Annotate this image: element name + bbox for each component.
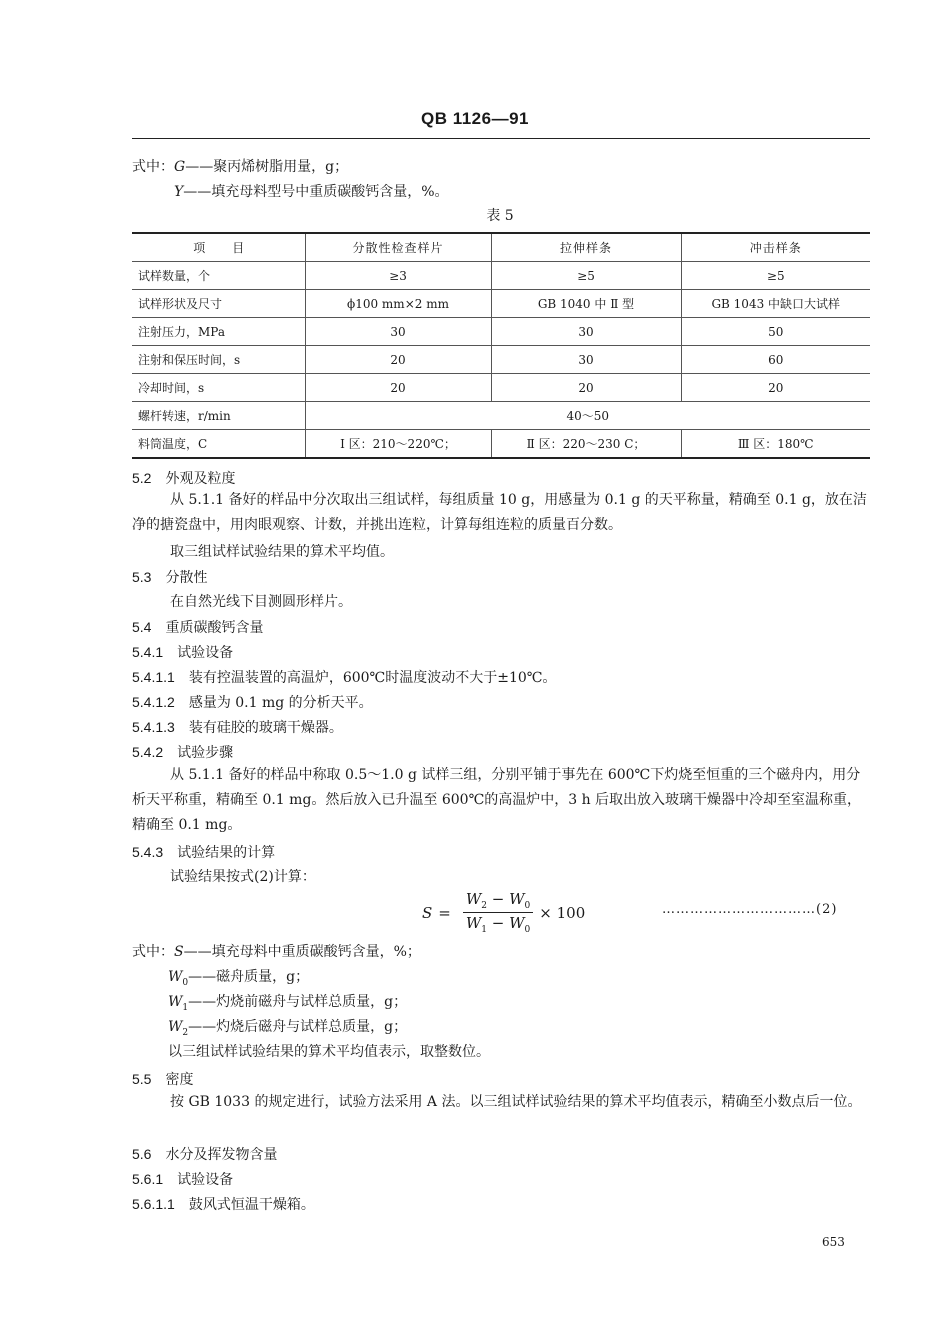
row-label: 试样数量，个 (132, 262, 305, 290)
var-w: W (465, 890, 482, 908)
minus: − (487, 914, 510, 932)
formula-numerator (463, 890, 533, 913)
section-5-2-paragraph-1: 从 5.1.1 备好的样品中分次取出三组试样，每组质量 10 g，用感量为 0.1 g 的天平称量，精确至 0.1 g，放在洁净的搪瓷盘中，用肉眼观察、计数，并挑出连粒，计算每组连粒的质量百分数。 (132, 492, 867, 533)
section-title: 装有硅胶的玻璃干燥器。 (188, 720, 343, 736)
section-number: 5.4.1 (132, 644, 164, 660)
table-cell: Ⅲ 区：180℃ (681, 430, 870, 459)
symbol-w: W (168, 969, 183, 985)
where-text: ——填充母料中重质碳酸钙含量，%； (183, 944, 421, 960)
table-cell: 30 (491, 318, 681, 346)
sub: 0 (182, 977, 189, 988)
formula-times: × 100 (539, 903, 586, 922)
table-cell: 60 (681, 346, 870, 374)
section-number: 5.5 (132, 1071, 152, 1087)
table-cell: ≥5 (681, 262, 870, 290)
sub: 0 (524, 901, 531, 911)
section-5-4-2-heading (132, 743, 233, 762)
sub: 2 (481, 901, 488, 911)
where-line-w2 (168, 1018, 407, 1042)
row-label: 注射压力，MPa (132, 318, 305, 346)
section-5-4-1-heading (132, 643, 233, 662)
section-5-4-1-1 (132, 668, 556, 687)
where-text: ——磁舟质量，g； (188, 969, 310, 985)
where-line-w1 (168, 993, 407, 1017)
table-cell: ϕ100 mm×2 mm (305, 290, 491, 318)
section-5-3-heading (132, 568, 207, 587)
section-number: 5.4.1.1 (132, 669, 175, 685)
section-5-6-1-heading (132, 1170, 233, 1189)
sub: 1 (481, 925, 488, 935)
where-text: ——填充母料型号中重质碳酸钙含量，%。 (183, 184, 449, 200)
symbol-s: S (174, 944, 184, 960)
symbol-w: W (168, 994, 183, 1010)
table-cell: Ⅱ 区：220～230 C； (491, 430, 681, 459)
symbol-w: W (168, 1019, 183, 1035)
section-title: 密度 (165, 1072, 194, 1088)
table-cell: Ⅰ 区：210～220℃； (305, 430, 491, 459)
header-cell: 项 目 (132, 233, 305, 262)
table-row (132, 346, 870, 374)
where-text: ——灼烧前磁舟与试样总质量，g； (188, 994, 408, 1010)
table-cell: GB 1043 中缺口大试样 (681, 290, 870, 318)
section-number: 5.4.1.3 (132, 719, 175, 735)
section-5-5-heading (132, 1070, 193, 1089)
table-row (132, 290, 870, 318)
table-cell: 20 (305, 346, 491, 374)
table-5 (132, 232, 870, 459)
equation-number: ……………………………(2) (662, 902, 838, 917)
formula-denominator (463, 913, 533, 935)
section-number: 5.3 (132, 569, 152, 585)
section-number: 5.4.1.2 (132, 694, 175, 710)
sub: 1 (182, 1002, 189, 1013)
table-cell: 20 (681, 374, 870, 402)
section-number: 5.6 (132, 1146, 152, 1162)
minus: − (487, 890, 510, 908)
table-row (132, 430, 870, 459)
table-cell: 20 (491, 374, 681, 402)
table-cell: 30 (305, 318, 491, 346)
standard-code: QB 1126—91 (420, 109, 529, 128)
section-5-4-heading (132, 618, 263, 637)
table-cell: 30 (491, 346, 681, 374)
section-title: 鼓风式恒温干燥箱。 (188, 1197, 315, 1213)
where-line-s (132, 943, 421, 961)
formula-2 (422, 890, 585, 935)
section-title: 分散性 (165, 570, 208, 586)
where-prefix: 式中： (132, 944, 174, 960)
section-title: 试验设备 (177, 1172, 234, 1188)
formula-lhs: S (422, 903, 433, 922)
table-row (132, 262, 870, 290)
table-cell: 50 (681, 318, 870, 346)
section-5-4-1-3 (132, 718, 343, 737)
header-cell: 分散性检查样片 (305, 233, 491, 262)
section-number: 5.4.2 (132, 744, 164, 760)
symbol-y: Y (174, 184, 184, 200)
section-5-4-1-2 (132, 693, 373, 712)
section-5-6-heading (132, 1145, 277, 1164)
table-cell: ≥3 (305, 262, 491, 290)
section-5-5-paragraph: 按 GB 1033 的规定进行，试验方法采用 A 法。以三组试样试验结果的算术平均值表示，精确至小数点后一位。 (170, 1094, 862, 1110)
section-5-6-1-1 (132, 1195, 315, 1214)
section-5-3-paragraph: 在自然光线下目测圆形样片。 (170, 594, 352, 610)
where-line-y (174, 183, 449, 201)
section-number: 5.6.1 (132, 1171, 164, 1187)
section-5-4-2-paragraph: 从 5.1.1 备好的样品中称取 0.5～1.0 g 试样三组，分别平铺于事先在 600℃下灼烧至恒重的三个磁舟内，用分析天平称重，精确至 0.1 mg。然后放入已升温至 600℃的高温炉中，3 h 后取出放入玻璃干燥器中冷却至室温称重，精确至 0.1 mg。 (132, 767, 862, 833)
row-label: 注射和保压时间，s (132, 346, 305, 374)
formula-equals: = (438, 903, 451, 922)
section-number: 5.4 (132, 619, 152, 635)
header-cell: 拉伸样条 (491, 233, 681, 262)
table-cell-merged: 40～50 (305, 402, 870, 430)
table-cell: GB 1040 中 Ⅱ 型 (491, 290, 681, 318)
table-cell: 20 (305, 374, 491, 402)
var-w: W (509, 890, 525, 908)
where-text: ——聚丙烯树脂用量，g； (185, 159, 349, 175)
row-label: 螺杆转速，r/min (132, 402, 305, 430)
row-label: 试样形状及尺寸 (132, 290, 305, 318)
table-row (132, 402, 870, 430)
row-label: 料筒温度，C (132, 430, 305, 459)
sub: 0 (524, 925, 531, 935)
header-cell: 冲击样条 (681, 233, 870, 262)
header-rule (132, 138, 870, 139)
section-5-2-heading (132, 469, 235, 488)
where-line-w0 (168, 968, 309, 992)
where-prefix: 式中： (132, 159, 174, 175)
row-label: 冷却时间，s (132, 374, 305, 402)
sub: 2 (182, 1027, 189, 1038)
table-row (132, 374, 870, 402)
table-cell: ≥5 (491, 262, 681, 290)
page-number: 653 (822, 1235, 845, 1249)
table-caption: 表 5 (486, 208, 514, 224)
section-title: 试验结果的计算 (177, 845, 276, 861)
section-title: 装有控温装置的高温炉，600℃时温度波动不大于±10℃。 (188, 670, 557, 686)
table-row (132, 318, 870, 346)
section-title: 重质碳酸钙含量 (165, 620, 264, 636)
section-title: 外观及粒度 (165, 471, 236, 487)
section-5-2-paragraph-2: 取三组试样试验结果的算术平均值。 (170, 544, 394, 560)
section-5-4-3-heading (132, 843, 275, 862)
section-5-4-3-intro: 试验结果按式(2)计算： (170, 869, 316, 885)
formula-fraction (463, 890, 533, 935)
var-w: W (509, 914, 525, 932)
section-title: 试验步骤 (177, 745, 234, 761)
where-text: ——灼烧后磁舟与试样总质量，g； (188, 1019, 408, 1035)
section-title: 试验设备 (177, 645, 234, 661)
section-title: 水分及挥发物含量 (165, 1147, 278, 1163)
symbol-g: G (174, 159, 186, 175)
where-line-g (132, 158, 348, 176)
table-header-row (132, 233, 870, 262)
section-number: 5.4.3 (132, 844, 164, 860)
var-w: W (465, 914, 482, 932)
section-number: 5.2 (132, 470, 152, 486)
section-5-4-3-paragraph-2: 以三组试样试验结果的算术平均值表示，取整数位。 (168, 1044, 490, 1060)
section-title: 感量为 0.1 mg 的分析天平。 (188, 695, 373, 711)
section-number: 5.6.1.1 (132, 1196, 175, 1212)
